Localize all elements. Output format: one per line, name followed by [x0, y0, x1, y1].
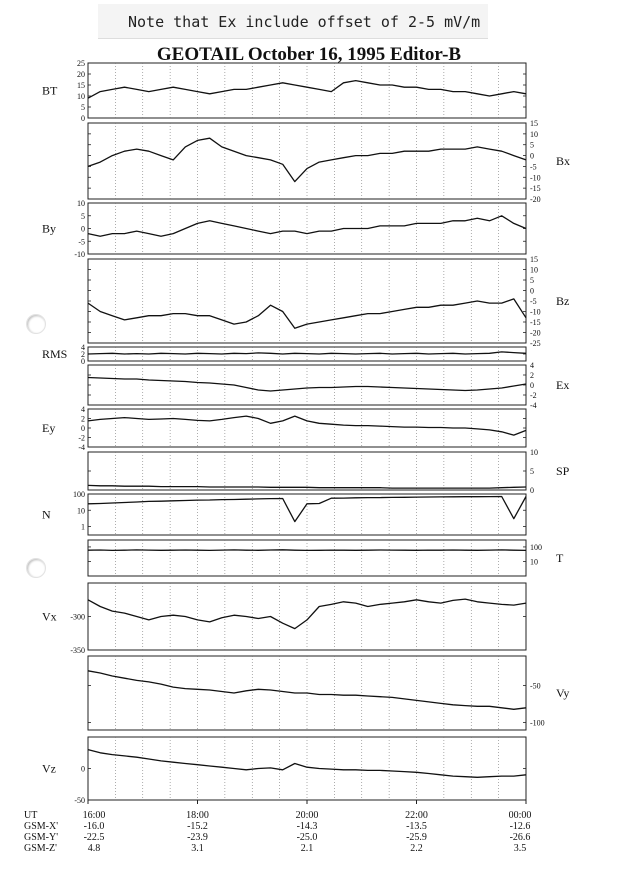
y-tick-label-bz: 0: [530, 286, 534, 296]
x-tick-label: 22:00: [405, 810, 428, 821]
y-tick-label-bz: -5: [530, 297, 537, 306]
y-tick-label-ex: 0: [530, 381, 534, 390]
y-tick-label-ey: 0: [81, 424, 85, 433]
y-tick-label-n: 1: [81, 522, 85, 532]
orbit-row-label: UT: [24, 810, 38, 821]
y-tick-label-vx: -350: [70, 646, 85, 655]
panel-label-n: N: [42, 507, 51, 522]
y-tick-label-rms: 4: [81, 343, 85, 352]
y-tick-label-bx: 15: [530, 119, 538, 128]
y-tick-label-vy: -100: [530, 718, 545, 728]
panel-label-rms: RMS: [42, 347, 68, 361]
orbit-row-label: GSM-Y': [24, 832, 59, 843]
y-tick-label-bz: -25: [530, 339, 541, 348]
series-line-t: [88, 550, 526, 551]
y-tick-label-bt: 5: [81, 103, 85, 112]
panel-label-sp: SP: [556, 464, 570, 478]
y-tick-label-bz: 5: [530, 276, 534, 285]
orbit-value: -16.0: [83, 821, 105, 832]
panel-frame-by: [88, 203, 526, 254]
y-tick-label-bz: 10: [530, 265, 538, 275]
y-tick-label-bx: -20: [530, 195, 541, 204]
y-tick-label-ex: -2: [530, 391, 537, 400]
y-tick-label-t: 100: [530, 542, 542, 552]
punch-hole-bottom: [26, 558, 46, 578]
y-tick-label-bt: 15: [77, 81, 85, 90]
panel-label-vx: Vx: [42, 609, 57, 624]
panel-label-bx: Bx: [556, 154, 571, 168]
x-tick-label: 00:00: [508, 810, 532, 821]
y-tick-label-sp: 10: [530, 448, 538, 457]
y-tick-label-vz: 0: [81, 764, 85, 774]
panel-label-ex: Ex: [556, 378, 570, 392]
y-tick-label-bx: -15: [530, 184, 541, 194]
panel-label-by: By: [42, 221, 57, 236]
panel-frame-bx: [88, 123, 526, 199]
y-tick-label-by: -10: [74, 250, 85, 259]
chart-title: GEOTAIL October 16, 1995 Editor-B: [156, 44, 462, 65]
y-tick-label-bx: 10: [530, 129, 538, 139]
y-tick-label-ex: 2: [530, 371, 534, 380]
y-tick-label-vx: -300: [70, 612, 85, 622]
y-tick-label-by: 10: [77, 199, 85, 208]
orbit-row-label: GSM-X': [24, 821, 59, 832]
orbit-value: -25.9: [406, 832, 427, 843]
y-tick-label-bx: -10: [530, 173, 541, 183]
y-tick-label-bx: 0: [530, 151, 534, 161]
y-tick-label-sp: 0: [530, 486, 534, 495]
orbit-value: 2.2: [410, 843, 423, 854]
y-tick-label-by: 5: [81, 211, 85, 221]
x-tick-label: 20:00: [295, 810, 319, 821]
y-tick-label-rms: 2: [81, 350, 85, 359]
y-tick-label-n: 100: [73, 490, 85, 499]
y-tick-label-rms: 0: [81, 357, 85, 366]
y-tick-label-bt: 20: [77, 70, 85, 79]
y-tick-label-bx: 5: [530, 140, 534, 150]
orbit-value: -23.9: [187, 832, 208, 843]
y-tick-label-bz: -20: [530, 328, 541, 338]
y-tick-label-bz: 15: [530, 255, 538, 264]
y-tick-label-bt: 25: [77, 59, 85, 68]
orbit-value: -14.3: [296, 821, 318, 832]
y-tick-label-by: -5: [78, 237, 85, 247]
series-line-bt: [88, 81, 526, 99]
orbit-value: 3.5: [513, 843, 527, 854]
y-tick-label-ex: -4: [530, 401, 537, 410]
y-tick-label-sp: 5: [530, 467, 534, 476]
orbit-value: -12.6: [509, 821, 531, 832]
orbit-value: 4.8: [87, 843, 101, 854]
y-tick-label-bx: -5: [530, 162, 537, 172]
y-tick-label-ey: 2: [81, 414, 85, 424]
orbit-value: -25.0: [296, 832, 318, 843]
y-tick-label-bt: 0: [81, 114, 85, 123]
offset-note: Note that Ex include offset of 2-5 mV/m: [128, 13, 481, 31]
y-tick-label-bt: 10: [77, 92, 85, 101]
series-line-rms: [88, 352, 526, 354]
panel-label-vz: Vz: [42, 761, 56, 776]
x-tick-label: 18:00: [186, 810, 209, 821]
orbit-row-label: GSM-Z': [24, 843, 57, 854]
y-tick-label-ex: 4: [530, 361, 534, 370]
y-tick-label-t: 10: [530, 557, 538, 567]
y-tick-label-bz: -15: [530, 318, 541, 327]
panel-label-t: T: [556, 551, 564, 565]
y-tick-label-vz: -50: [74, 796, 85, 805]
panel-label-bz: Bz: [556, 294, 570, 308]
orbit-value: -13.5: [406, 821, 427, 832]
y-tick-label-ey: -2: [78, 433, 85, 443]
x-tick-label: 16:00: [82, 810, 106, 821]
y-tick-label-bz: -10: [530, 307, 541, 317]
orbit-value: -22.5: [83, 832, 105, 843]
orbit-value: -15.2: [187, 821, 208, 832]
y-tick-label-ey: 4: [81, 405, 85, 414]
punch-hole-top: [26, 314, 46, 334]
y-tick-label-vy: -50: [530, 681, 541, 691]
panel-label-vy: Vy: [556, 686, 570, 700]
panel-label-bt: BT: [42, 83, 58, 98]
panel-label-ey: Ey: [42, 421, 56, 435]
y-tick-label-ey: -4: [78, 443, 85, 452]
y-tick-label-n: 10: [77, 506, 85, 516]
series-line-vy: [88, 671, 526, 710]
orbit-value: 2.1: [300, 843, 314, 854]
orbit-value: -26.6: [509, 832, 531, 843]
series-line-ex: [88, 378, 526, 392]
y-tick-label-by: 0: [81, 224, 85, 234]
orbit-value: 3.1: [191, 843, 204, 854]
